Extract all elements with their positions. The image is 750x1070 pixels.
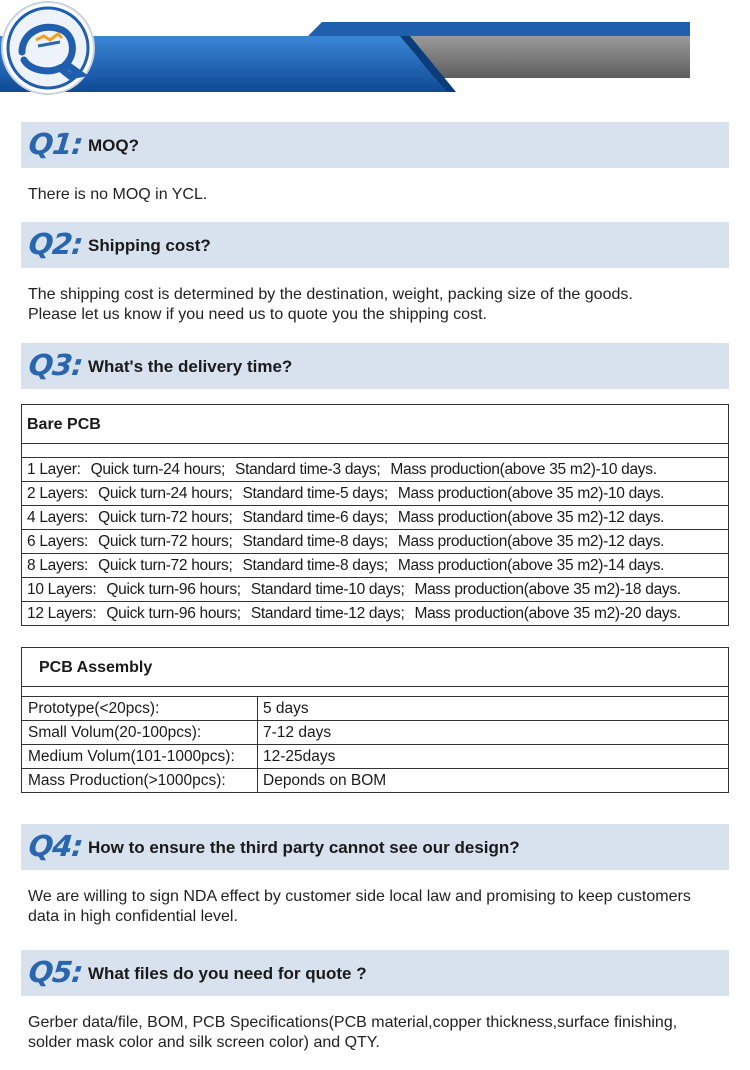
answer-line: Gerber data/file, BOM, PCB Specifications(PCB material,copper thickness,surface finishing, xyxy=(28,1014,678,1031)
cell-mass: Mass production(above 35 m2)-14 days. xyxy=(397,557,665,574)
question-number: Q2: xyxy=(27,227,85,261)
table-spacer xyxy=(22,444,728,458)
table-body xyxy=(22,458,728,625)
cell-mass: Mass production(above 35 m2)-18 days. xyxy=(414,581,681,598)
cell-layers: 8 Layers: xyxy=(27,557,89,574)
cell-mass: Mass production(above 35 m2)-12 days. xyxy=(397,533,665,550)
question-number: Q3: xyxy=(27,348,85,382)
cell-quick: Quick turn-72 hours; xyxy=(98,557,233,574)
cell-type: Medium Volum(101-1000pcs): xyxy=(22,745,258,768)
question-text: How to ensure the third party cannot see our design? xyxy=(88,838,520,857)
table-title: Bare PCB xyxy=(27,416,101,433)
cell-standard: Standard time-8 days; xyxy=(242,533,388,550)
cell-standard: Standard time-6 days; xyxy=(242,509,388,526)
table-header xyxy=(22,648,728,687)
cell-standard: Standard time-10 days; xyxy=(250,581,405,598)
cell-mass: Mass production(above 35 m2)-20 days. xyxy=(414,605,681,622)
cell-time: Deponds on BOM xyxy=(263,772,387,789)
table-title: PCB Assembly xyxy=(39,659,153,676)
cell-quick: Quick turn-96 hours; xyxy=(106,605,241,622)
cell-time: 12-25days xyxy=(263,748,336,765)
table-spacer xyxy=(22,687,728,697)
question-number: Q1: xyxy=(27,127,85,161)
cell-quick: Quick turn-24 hours; xyxy=(90,461,226,478)
cell-layers: 12 Layers: xyxy=(27,605,97,622)
faq-answer-2 xyxy=(28,285,743,325)
answer-line: We are willing to sign NDA effect by customer side local law and promising to keep customers xyxy=(28,888,691,905)
banner-graphic xyxy=(0,0,750,110)
faq-answer-4 xyxy=(28,887,743,927)
answer-line: There is no MOQ in YCL. xyxy=(28,186,208,203)
cell-type: Small Volum(20-100pcs): xyxy=(22,721,258,744)
cell-mass: Mass production(above 35 m2)-10 days. xyxy=(397,485,665,502)
header-banner xyxy=(0,0,750,110)
question-text: Shipping cost? xyxy=(88,236,211,255)
faq-answer-1 xyxy=(28,185,743,205)
question-text: What files do you need for quote ? xyxy=(88,964,367,983)
cell-quick: Quick turn-72 hours; xyxy=(98,509,233,526)
cell-time: 5 days xyxy=(263,700,309,717)
question-number: Q4: xyxy=(27,829,85,863)
faq-question-bar-5 xyxy=(21,950,729,996)
bare-pcb-table xyxy=(21,404,729,626)
faq-question-bar-4 xyxy=(21,824,729,870)
table-header xyxy=(22,405,728,444)
faq-answer-5 xyxy=(28,1013,743,1053)
cell-layers: 2 Layers: xyxy=(27,485,89,502)
answer-line: Please let us know if you need us to quote you the shipping cost. xyxy=(28,306,487,323)
cell-mass: Mass production(above 35 m2)-10 days. xyxy=(390,461,657,478)
table-row xyxy=(22,458,728,482)
cell-standard: Standard time-3 days; xyxy=(235,461,381,478)
table-row xyxy=(22,530,728,554)
cell-layers: 10 Layers: xyxy=(27,581,97,598)
question-text: What's the delivery time? xyxy=(88,357,293,376)
table-row xyxy=(22,602,728,625)
cell-mass: Mass production(above 35 m2)-12 days. xyxy=(397,509,665,526)
cell-quick: Quick turn-72 hours; xyxy=(98,533,233,550)
table-row xyxy=(22,506,728,530)
cell-quick: Quick turn-96 hours; xyxy=(106,581,241,598)
faq-question-bar-2 xyxy=(21,222,729,268)
pcb-assembly-table xyxy=(21,647,729,793)
cell-time: 7-12 days xyxy=(263,724,332,741)
table-row xyxy=(22,697,728,721)
cell-layers: 6 Layers: xyxy=(27,533,89,550)
answer-line: solder mask color and silk screen color) and QTY. xyxy=(28,1034,380,1051)
cell-standard: Standard time-8 days; xyxy=(242,557,388,574)
company-logo-icon xyxy=(0,0,96,96)
faq-question-bar-1 xyxy=(21,122,729,168)
cell-type: Prototype(<20pcs): xyxy=(22,697,258,720)
table-row xyxy=(22,554,728,578)
question-text: MOQ? xyxy=(88,136,139,155)
table-row xyxy=(22,721,728,745)
table-row xyxy=(22,578,728,602)
answer-line: The shipping cost is determined by the destination, weight, packing size of the goods. xyxy=(28,286,633,303)
cell-layers: 4 Layers: xyxy=(27,509,89,526)
cell-standard: Standard time-5 days; xyxy=(242,485,388,502)
answer-line: data in high confidential level. xyxy=(28,908,238,925)
question-number: Q5: xyxy=(27,955,85,989)
table-row xyxy=(22,745,728,769)
cell-quick: Quick turn-24 hours; xyxy=(98,485,233,502)
table-body xyxy=(22,697,728,792)
table-row xyxy=(22,482,728,506)
faq-question-bar-3 xyxy=(21,343,729,389)
cell-type: Mass Production(>1000pcs): xyxy=(22,769,258,792)
cell-standard: Standard time-12 days; xyxy=(250,605,405,622)
table-row xyxy=(22,769,728,792)
cell-layers: 1 Layer: xyxy=(27,461,81,478)
